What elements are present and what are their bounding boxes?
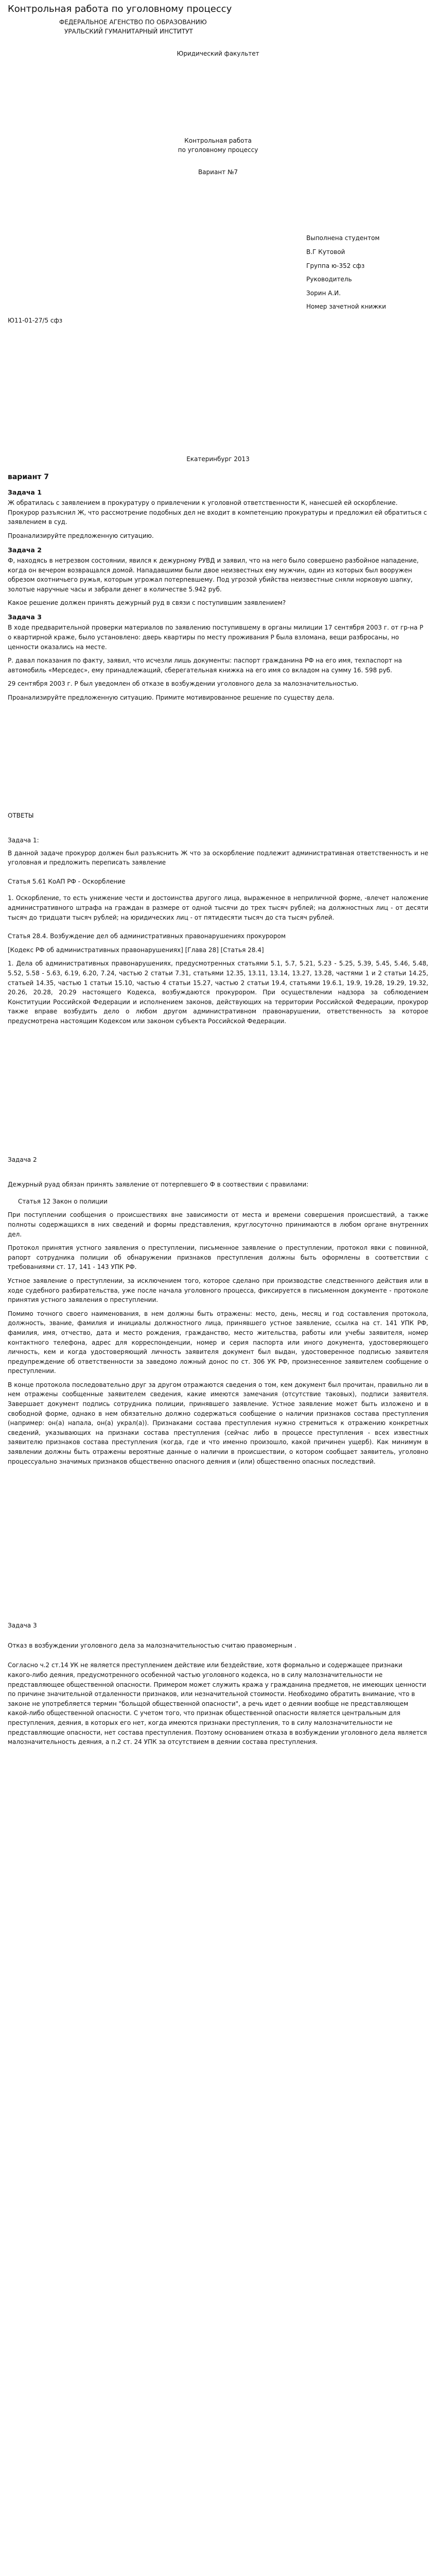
variant-number: Вариант №7 <box>198 168 238 176</box>
faculty-name: Юридический факультет <box>177 50 259 58</box>
task-text-3: 29 сентября 2003 г. Р был уведомлен об отказе в возбуждении уголовного дела за малозначительностью. <box>8 680 359 688</box>
task-label: Задача 2 <box>8 546 42 554</box>
task-question: Проанализируйте предложенную ситуацию. <box>8 532 154 540</box>
task-text-2: Р. давал показания по факту, заявил, что исчезли лишь документы: паспорт гражданина РФ на его имя, техпаспорт на автомобиль «Мерседес», ему принадлежащий, сберегательная книжка на его имя со вкладом на сумму 16. 598 руб. <box>8 657 402 674</box>
answer-intro: В данной задаче прокурор должен был разъяснить Ж что за оскорбление подлежит административная ответственность и не уголовная и предложить переписать заявление <box>8 849 428 867</box>
task-text: Ж обратилась с заявлением в прокуратуру о привлечении к уголовной ответственности К, нанесшей ей оскорбление. Прокурор разъяснил Ж, что рассмотрение подобных дел не входит в компетенцию прокуратуры и предложил ей обратиться с заявлением в суд. <box>8 499 427 526</box>
answer-paragraph: Помимо точного своего наименования, в нем должны быть отражены: место, день, месяц и год составления протокола, должность, звание, фамилия и инициалы должностного лица, принявшего устное заявление, ссылка на ст. 141 УПК РФ, фамилия, имя, отчество, дата и место рождения, гражданство, место жительства, работы или учебы заявителя, номер контактного телефона, адрес для корреспонденции, номер и серия паспорта или иного документа, удостоверяющего личность, кем и когда удостоверяющий личность заявителя документ был выдан, удостоверенное подписью заявителя предупреждение об ответственности за заведомо ложный донос по ст. 306 УК РФ, произнесенное заявителем сообщение о преступлении. <box>8 1310 428 1375</box>
answer-paragraph: Протокол принятия устного заявления о преступлении, письменное заявление о преступлении, протокол явки с повинной, рапорт сотрудника полиции об обнаружении признаков преступления должны быть оформлены в соответствии с требованиями ст. 17, 141 - 143 УПК РФ. <box>8 1244 428 1271</box>
answer-label: Задача 2 <box>8 1156 37 1163</box>
task-label: Задача 3 <box>8 613 42 621</box>
performed-by-label: Выполнена студентом <box>306 234 380 242</box>
group-number: Группа ю-352 сфз <box>306 262 365 269</box>
city-year: Екатеринбург 2013 <box>186 455 250 463</box>
task-text: Ф, находясь в нетрезвом состоянии, явился к дежурному РУВД и заявил, что на него было совершено разбойное нападение, когда он вечером возвращался домой. Нападавшими были двое неизвестных ему мужчин, один из которых был вооружен обрезом охотничьего ружья, которым угрожал потерпевшему. Под угрозой убийства неизвестные сняли норковую шапку, золотые наручные часы и забрали денег в количестве 5.942 руб. <box>8 557 419 593</box>
variant-heading: вариант 7 <box>8 473 49 482</box>
answer-1 <box>8 836 428 1026</box>
answer-label: Задача 1: <box>8 837 39 844</box>
signature-block <box>306 233 428 312</box>
task-text: В ходе предварительной проверки материалов по заявлению поступившему в органы милиции 17 сентября 2003 г. от гр-на Р о квартирной краже, было установлено: дверь квартиры по месту проживания Р была взломана, вещи разбросаны, но ценности оказались на месте. <box>8 624 424 651</box>
answer-intro: Отказ в возбуждении уголовного дела за малозначительностью считаю правомерным . <box>8 1641 297 1649</box>
answer-label: Задача 3 <box>8 1622 37 1630</box>
task-question: Какое решение должен принять дежурный руд в связи с поступившим заявлением? <box>8 599 286 607</box>
document-title: Контрольная работа по уголовному процессу <box>8 4 232 14</box>
work-type: Контрольная работа <box>184 137 252 144</box>
document-code: Ю11-01-27/5 сфз <box>8 317 63 325</box>
task-question: Проанализируйте предложенную ситуацию. Примите мотивированное решение по существу дела. <box>8 693 335 701</box>
article-title: Статья 12 Закон о полиции <box>18 1197 108 1205</box>
supervisor-name: Зорин А.И. <box>306 289 341 297</box>
task-2 <box>8 545 428 608</box>
answer-paragraph: В конце протокола последовательно друг за другом отражаются сведения о том, кем документ был прочитан, правильно ли в нем отражены сообщенные заявителем сведения, какие имеются замечания (отсутствие таковых), подписи заявителя. Завершает документ подпись сотрудника полиции, принявшего заявление. Устное заявление может быть изложено и в свободной форме, однако в нем обязательно должно содержаться сообщение о наличии признаков состава преступления (например: он(а) напала, он(а) украл(а)). Признаками состава преступления нужно стремиться к отражению конкретных сведений, указывающих на признаки состава преступления (сейчас либо в процессе преступления - всех известных заявителю признаков состава преступления (когда, где и что именно произошло, какой причинен ущерб). Как минимум в заявлении должны быть отражены вероятные данные о наличии в происшествии, о котором сообщает заявитель, уголовно процессуально значимых признаков общественно опасного деяния и (или) общественно опасных последствий. <box>8 1381 428 1465</box>
answer-intro: Дежурный руад обязан принять заявление от потерпевшего Ф в соотвествии с правилами: <box>8 1181 309 1189</box>
institute-name: УРАЛЬСКИЙ ГУМАНИТАРНЫЙ ИНСТИТУТ <box>64 28 193 36</box>
article-2-title: Статья 28.4. Возбуждение дел об административных правонарушениях прокурором <box>8 933 286 940</box>
supervisor-label: Руководитель <box>306 276 352 283</box>
article-2-note: [Кодекс РФ об административных правонарушениях] [Глава 28] [Статья 28.4] <box>8 946 264 954</box>
article-2-text: 1. Дела об административных правонарушениях, предусмотренных статьями 5.1, 5.7, 5.21, 5.23 - 5.25, 5.39, 5.45, 5.46, 5.48, 5.52, 5.58 - 5.63, 6.19, 6.20, 7.24, частью 2 статьи 7.31, статьями 12.35, 13.11, 13.14, 13.27, 13.28, частями 1 и 2 статьи 14.25, статьей 14.35, частью 1 статьи 15.10, частью 4 статьи 15.27, частью 2 статьи 19.4, статьями 19.6.1, 19.9, 19.28, 19.29, 19.32, 20.26, 20.28, 20.29 настоящего Кодекса, возбуждаются прокурором. При осуществлении надзора за соблюдением Конституции Российской Федерации и исполнением законов, действующих на территории Российской Федерации, прокурор также вправе возбудить дело о любом другом административном правонарушении, ответственность за которое предусмотрена настоящим Кодексом или законом субъекта Российской Федерации. <box>8 960 428 1025</box>
work-subject: по уголовному процессу <box>178 146 258 154</box>
article-text: 1. Оскорбление, то есть унижение чести и достоинства другого лица, выраженное в неприличной форме, -влечет наложение административного штрафа на граждан в размере от одной тысячи до трех тысяч рублей; на должностных лиц - от десяти тысяч до тридцати тысяч рублей; на юридических лиц - от пятидесяти тысяч до ста тысяч рублей. <box>8 894 428 921</box>
agency-name: ФЕДЕРАЛЬНОЕ АГЕНСТВО ПО ОБРАЗОВАНИЮ <box>59 18 207 26</box>
task-1 <box>8 487 428 541</box>
answer-3 <box>8 1621 428 1747</box>
answer-2 <box>8 1155 428 1467</box>
task-3 <box>8 612 428 703</box>
article-title: Статья 5.61 КоАП РФ - Оскорбление <box>8 877 126 885</box>
title-block <box>8 136 428 177</box>
answer-paragraph: При поступлении сообщения о происшествиях вне зависимости от места и времени совершения происшествий, а также полноты содержащихся в них сведений и формы представления, круглосуточно принимаются в любом органе внутренних дел. <box>8 1211 428 1238</box>
record-book-label: Номер зачетной книжки <box>306 303 386 311</box>
student-name: В.Г Кутовой <box>306 248 345 256</box>
task-label: Задача 1 <box>8 488 42 496</box>
answer-text: Согласно ч.2 ст.14 УК не является преступлением действие или бездействие, хотя формально и содержащее признаки какого-либо деяния, предусмотренного особенной частью уголовного кодекса, но в силу малозначительности не представляющее общественной опасности. Примером может служить кража у гражданина предметов, не имеющих ценности по причине значительной отдаленности признаков, или незначительной стоимости. Необходимо обратить внимание, что в законе не употребляется термин "больщой общественной опасности", а речь идет о деянии вообще не представляющем какой-либо общественной опасности. С учетом того, что признак общественной опасности является центральным для преступления, деяния, в которых его нет, когда имеются признаки преступления, то в силу малозначительности не представляющие опасности, нет состава преступления. Поэтому основанием отказа в возбуждении уголовного дела является малозначительность деяния, а п.2 ст. 24 УПК за отсутствием в деянии состава преступления. <box>8 1662 427 1746</box>
answer-paragraph: Устное заявление о преступлении, за исключением того, которое сделано при производстве следственного действия или в ходе судебного разбирательства, уже после начала уголовного процесса, фиксируется в письменном документе - протоколе принятия устного заявления о преступлении. <box>8 1277 428 1304</box>
organization-block <box>59 18 428 37</box>
answers-heading: ОТВЕТЫ <box>8 811 34 819</box>
